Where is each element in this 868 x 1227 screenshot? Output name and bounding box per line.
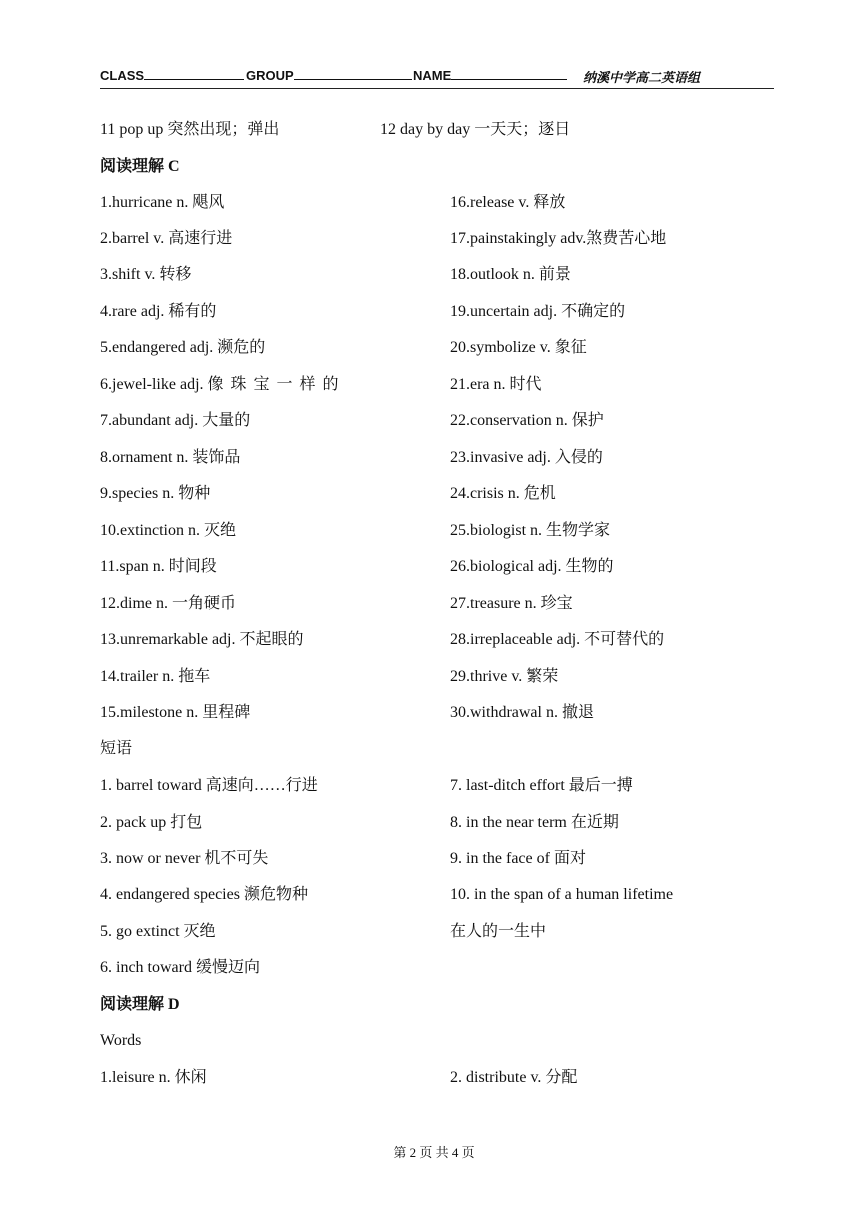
word-item: 1.leisure n. 休闲 — [100, 1069, 207, 1086]
group-blank — [294, 67, 412, 80]
word-item: 22.conservation n. 保护 — [450, 412, 604, 429]
name-label-group — [413, 67, 567, 83]
section-c-title: 阅读理解 C — [100, 158, 180, 175]
phrase-item: 3. now or never 机不可失 — [100, 850, 269, 867]
word-item: 19.uncertain adj. 不确定的 — [450, 303, 626, 320]
word-item: 3.shift v. 转移 — [100, 266, 192, 283]
name-blank — [451, 67, 567, 80]
phrase-item: 1. barrel toward 高速向……行进 — [100, 777, 318, 794]
word-item: 1.hurricane n. 飓风 — [100, 194, 225, 211]
word-item: 17.painstakingly adv.煞费苦心地 — [450, 230, 667, 247]
section-d-title: 阅读理解 D — [100, 996, 180, 1013]
page-header — [100, 64, 774, 89]
name-label: NAME — [413, 68, 452, 83]
phrase-item-12: 12 day by day 一天天；逐日 — [380, 121, 571, 138]
phrase-item: 9. in the face of 面对 — [450, 850, 586, 867]
class-label-group — [100, 67, 244, 83]
word-item: 7.abundant adj. 大量的 — [100, 412, 251, 429]
phrase-item: 10. in the span of a human lifetime — [450, 886, 674, 903]
word-item: 5.endangered adj. 濒危的 — [100, 339, 266, 356]
class-label: CLASS — [100, 68, 145, 83]
word-item: 28.irreplaceable adj. 不可替代的 — [450, 631, 665, 648]
class-blank — [144, 67, 244, 80]
word-item: 27.treasure n. 珍宝 — [450, 595, 573, 612]
word-item: 29.thrive v. 繁荣 — [450, 668, 559, 685]
word-item: 8.ornament n. 装饰品 — [100, 449, 241, 466]
word-item: 13.unremarkable adj. 不起眼的 — [100, 631, 304, 648]
phrase-item: 6. inch toward 缓慢迈向 — [100, 959, 260, 976]
word-item: 2.barrel v. 高速行进 — [100, 230, 233, 247]
word-item: 14.trailer n. 拖车 — [100, 668, 211, 685]
phrase-item: 5. go extinct 灭绝 — [100, 923, 216, 940]
word-item-jewel — [100, 375, 346, 395]
phrase-item-meaning: 在人的一生中 — [450, 923, 547, 940]
word-item: 25.biologist n. 生物学家 — [450, 522, 611, 539]
word-item: 18.outlook n. 前景 — [450, 266, 571, 283]
phrase-item: 7. last-ditch effort 最后一搏 — [450, 777, 633, 794]
word-item: 15.milestone n. 里程碑 — [100, 704, 251, 721]
phrase-item: 8. in the near term 在近期 — [450, 814, 619, 831]
word-item: 26.biological adj. 生物的 — [450, 558, 614, 575]
phrases-title: 短语 — [100, 740, 133, 757]
page-number: 第 2 页 共 4 页 — [393, 1145, 475, 1160]
word-item: 16.release v. 释放 — [450, 194, 566, 211]
school-name: 纳溪中学高二英语组 — [582, 70, 700, 85]
group-label-group — [246, 67, 412, 83]
phrase-item: 2. pack up 打包 — [100, 814, 203, 831]
phrase-item: 4. endangered species 濒危物种 — [100, 886, 308, 903]
word-item: 4.rare adj. 稀有的 — [100, 303, 217, 320]
word-item: 20.symbolize v. 象征 — [450, 339, 587, 356]
word-item: 24.crisis n. 危机 — [450, 485, 556, 502]
word-item: 11.span n. 时间段 — [100, 558, 217, 575]
word-item: 21.era n. 时代 — [450, 376, 542, 393]
word-item: 10.extinction n. 灭绝 — [100, 522, 236, 539]
phrase-item-11: 11 pop up 突然出现；弹出 — [100, 121, 280, 138]
word-jewel-meaning: 像珠宝一样的 — [207, 376, 346, 393]
word-jewel-term: 6.jewel-like adj. — [100, 376, 208, 393]
word-item: 12.dime n. 一角硬币 — [100, 595, 236, 612]
word-item: 23.invasive adj. 入侵的 — [450, 449, 603, 466]
group-label: GROUP — [246, 68, 294, 83]
word-item: 30.withdrawal n. 撤退 — [450, 704, 594, 721]
word-item: 2. distribute v. 分配 — [450, 1069, 578, 1086]
word-item: 9.species n. 物种 — [100, 485, 211, 502]
words-label: Words — [100, 1032, 142, 1049]
